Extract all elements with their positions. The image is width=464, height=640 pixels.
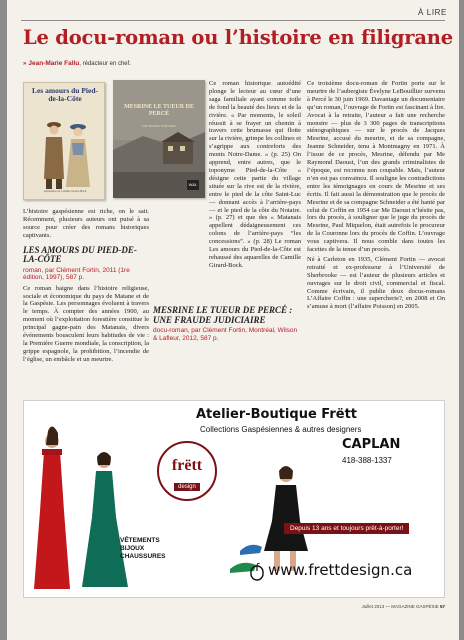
ad-subtitle: Collections Gaspésiennes & autres designers xyxy=(200,425,362,434)
book1-heading: LES AMOURS DU PIED-DE-LA-CÔTE xyxy=(23,244,137,265)
mouse-icon xyxy=(250,563,264,581)
ad-url[interactable]: www.frettdesign.ca xyxy=(268,561,413,579)
ad-categories xyxy=(120,537,166,561)
ad-phone: 418-388-1337 xyxy=(342,456,392,465)
page-footer xyxy=(361,604,445,609)
intro-paragraph: L’histoire gaspésienne est riche, on le sait. Récemment, plusieurs auteurs ont puisé à sa source pour créer des romans historiques captivants. xyxy=(23,208,149,239)
column-middle xyxy=(153,300,301,345)
book1-paragraph-1: Ce roman baigne dans l’histoire religieuse, sociale et économique du pays de Matane et de la Gaspésie. Les personnages évoluent à travers le temps. À compter des années 1900, au moment où l’exploitation forestière constitue le principal gagne-pain des Matanais, divers événements bousculent leurs habitudes de vie : la Première Guerre mondiale, la conscription, la grippe espagnole, la prohibition, l’incendie de l’église, un embâcle et un meurtre. xyxy=(23,284,149,363)
book2-paragraph-1: Ce troisième docu-roman de Fortin porte sur le meurtre de l’aubergiste Évelyne LeBouillier survenu à Percé le 30 juin 1969. Davantage un documentaire qu’un roman, l’ouvrage de Fortin est fascinant à lire. Avocat à la retraite, l’auteur a fait une recherche monstre — plus de 3 300 pages de transcriptions sténographiques — sur le procès de Jacques Mesrine, accusé du meurtre, et de sa compagne, Jeanne Schneider, tenu à Montmagny en 1971. À l’issue de ce procès, Mesrine, défendu par Me Raymond Daoust, l’un des grands criminalistes de l’époque, est reconnu non coupable. Mais, l’auteur n’en est pas convaincu. Il souligne les contradictions entre les témoignages en cours de Mesrine et ses écrits. Il fait aussi la démonstration que le procès de Mesrine et de sa compagne Schneider a été hanté par celui de Coffin en 1954 car Me Daoust n’hésite pas, lors du procès, à souligner que le juge du procès de Mesrine, Paul Miquelon, était autrefois le procureur de la Couronne lors du procès de Coffin. L’ouvrage vous captivera. Il nous comble dans toutes les facettes de la tenue d’un procès. xyxy=(307,80,445,254)
section-divider xyxy=(21,20,445,21)
book2-heading: MESRINE LE TUEUR DE PERCÉ : UNE FRAUDE JUDICIAIRE xyxy=(153,305,293,325)
article-title: Le docu-roman ou l’histoire en filigrane xyxy=(23,26,453,49)
section-label: À LIRE xyxy=(418,8,447,17)
cover1-subtitle: Aquarelles de Camille Girard-Bock xyxy=(43,188,87,193)
ad-location: CAPLAN xyxy=(342,437,401,452)
frett-logo xyxy=(157,441,217,501)
author-name: Jean-Marie Fallu xyxy=(28,60,80,67)
category-item: VÊTEMENTS xyxy=(120,537,160,544)
cover1-title: Les amours du Pied-de-la-Côte xyxy=(31,86,99,103)
column-middle-top xyxy=(209,80,301,273)
arrow-icon: » xyxy=(23,61,27,67)
advertisement xyxy=(23,400,445,598)
column-right xyxy=(307,80,445,313)
category-item: BIJOUX xyxy=(120,545,145,552)
author-role: , rédacteur en chef. xyxy=(79,61,131,67)
ad-banner: Depuis 13 ans et toujours prêt-à-porter! xyxy=(284,523,409,534)
byline xyxy=(23,60,131,67)
page-number: 57 xyxy=(439,604,445,609)
category-item: CHAUSSURES xyxy=(120,553,166,560)
publisher-logo: W&L xyxy=(187,180,199,190)
book1-paragraph-2: Ce roman historique autoédité plonge le lecteur au cœur d’une saga familiale ayant comme toile de fond la beauté des lieux et de la rivière. « Par moments, le soleil réussit à se frayer un chemin à travers cette brumasse qui flotte sur la rivière, grimpe les collines et s’agrippe aux contreforts des monts Notre-Dame. » (p. 25) On apprend, entre autres, que le toponyme Pied-de-la-Côte « désigne cette partie du village située sur la rive est de la rivière, entre le pied de la côte Saint-Luc — donnant accès à l’arrière-pays — et le pied de la côte du Notaire. » (p. 27) et que des « Matanais appellent dédaigneusement ces colons de l’arrière-pays “les concessions”. » (p. 28) Le roman Les amours du Pied-de-la-Côte est rehaussé des aquarelles de Camille Girard-Bock. xyxy=(209,80,301,269)
book-cover-mesrine xyxy=(113,80,205,198)
cover2-title: MESRINE LE TUEUR DE PERCÉ xyxy=(124,104,194,117)
column-left xyxy=(23,208,149,366)
ad-title: Atelier-Boutique Frëtt xyxy=(196,407,358,422)
book-cover-amours xyxy=(23,82,105,200)
magazine-page xyxy=(7,0,459,640)
book2-paragraph-2: Né à Carleton en 1935, Clément Fortin — avocat retraité et ex-professeur à l’Université de Sherbrooke — est l’auteur de plusieurs articles et ouvrages sur le droit civil, commercial et fiscal. Comme écrivain, il publie deux docus-romans L’Affaire Coffin : une supercherie?, en 2008 et On s’amuse à mort (l’affaire Poisson) en 2005. xyxy=(307,255,445,311)
book2-meta: docu-roman, par Clément Fortin, Montréal, Wilson & Lafleur, 2012, 587 p. xyxy=(153,327,298,342)
logo-wordmark: frëtt xyxy=(171,457,203,474)
book1-meta: roman, par Clément Fortin, 2011 (1re édition, 1997), 587 p. xyxy=(23,266,130,282)
cover2-subtitle: UNE FRAUDE JUDICIAIRE xyxy=(142,125,176,128)
logo-design-tag: design xyxy=(174,483,200,491)
footer-issue: Juillet 2013 — MAGAZINE GASPÉSIE xyxy=(361,604,439,609)
